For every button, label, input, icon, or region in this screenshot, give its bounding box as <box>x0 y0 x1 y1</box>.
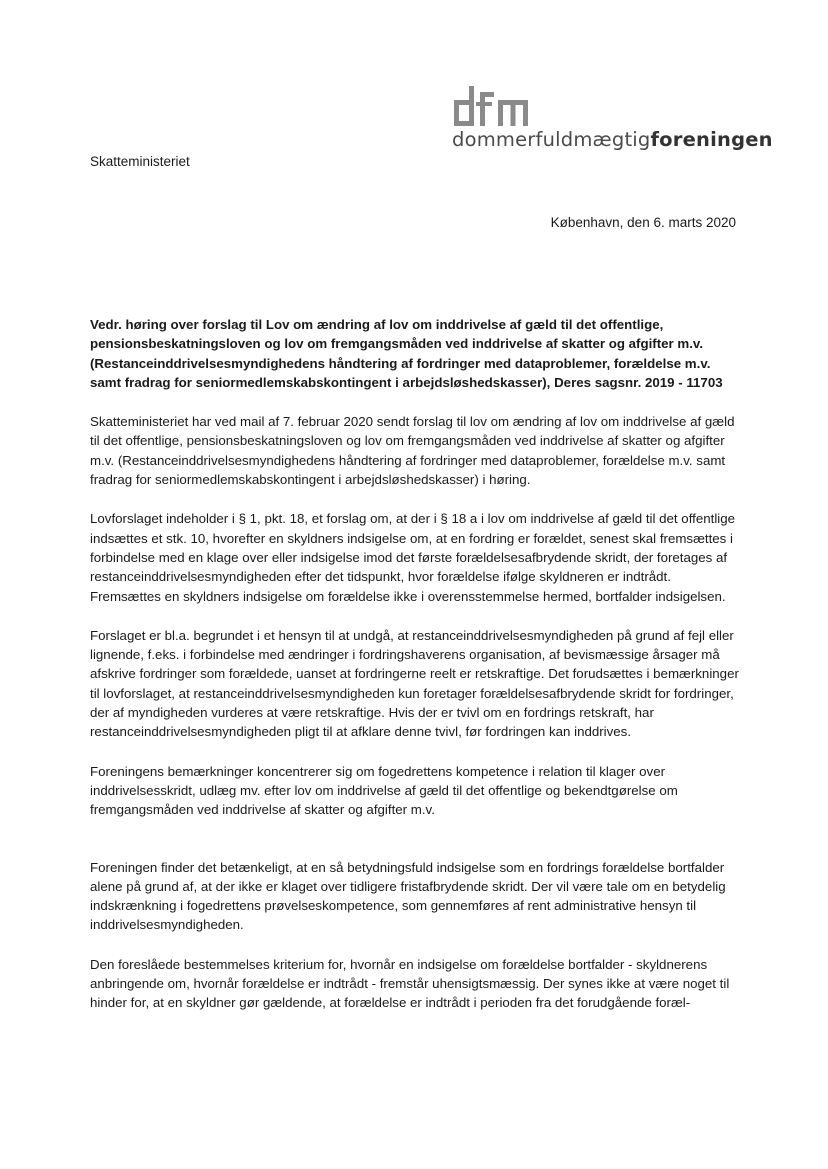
recipient: Skatteministeriet <box>90 154 190 169</box>
letter-body <box>90 315 740 1033</box>
date-line: København, den 6. marts 2020 <box>550 215 736 230</box>
subject-heading: Vedr. høring over forslag til Lov om ændring af lov om inddrivelse af gæld til det offentlige, pensionsbeskatningsloven og lov om fremgangsmåden ved inddrivelse af skatter og afgifter m.v. (Restanceinddrivelsesmyndighedens håndtering af fordringer med dataproblemer, forældelse m.v. samt fradrag for seniormedlemskabskontingent i arbejdsløshedskasser), Deres sagsnr. 2019 - 11703 <box>90 317 723 390</box>
organization-logo <box>452 84 773 154</box>
body-paragraph: Skatteministeriet har ved mail af 7. februar 2020 sendt forslag til lov om ændring af lov om inddrivelse af gæld til det offentlige, pensionsbeskatningsloven og lov om fremgangsmåden ved inddrivelse af skatter og afgifter m.v. (Restanceinddrivelsesmyndighedens håndtering af fordringer med dataproblemer, forældelse m.v. samt fradrag for seniormedlemskabskontingent i arbejdsløshedskasser) i høring. <box>90 414 735 488</box>
logo-text-bold: foreningen <box>650 128 773 151</box>
body-paragraph: Forslaget er bl.a. begrundet i et hensyn til at undgå, at restanceinddrivelsesmyndigheden på grund af fejl eller lignende, f.eks. i forbindelse med ændringer i fordringshaverens organisation, af bevismæssige årsager må afskrive fordringer som forældede, uanset at fordringerne reelt er retskraftige. Det forudsættes i bemærkninger til lovforslaget, at restanceinddrivelsesmyndigheden kun foretager forældelsesafbrydende skridt for fordringer, der af myndigheden vurderes at være retskraftige. Hvis der er tvivl om en fordrings retskraft, har restanceinddrivelsesmyndigheden pligt til at afklare denne tvivl, før fordringen kan inddrives. <box>90 627 739 740</box>
dfm-logo-mark-icon <box>452 84 532 128</box>
body-paragraph: Den foreslåede bestemmelses kriterium for, hvornår en indsigelse om forældelse bortfalder - skyldnerens anbringende om, hvornår forældelse er indtrådt - fremstår uhensigtsmæssig. Der synes ikke at være noget til hinder for, at en skyldner gør gældende, at forældelse er indtrådt i perioden fra det forudgående foræl- <box>90 956 730 1011</box>
body-paragraph: Foreningens bemærkninger koncentrerer sig om fogedrettens kompetence i relation til klager over inddrivelsesskridt, udlæg mv. efter lov om inddrivelse af gæld til det offentlige og bekendtgørelse om fremgangsmåden ved inddrivelse af skatter og afgifter m.v. <box>90 763 678 818</box>
logo-wordmark <box>452 128 773 151</box>
body-paragraph: Lovforslaget indeholder i § 1, pkt. 18, et forslag om, at der i § 18 a i lov om inddrivelse af gæld til det offentlige indsættes et stk. 10, hvorefter en skyldners indsigelse om, at en fordring er forældet, senest skal fremsættes i forbindelse med en klage over eller indsigelse imod det første forældelsesafbrydende skridt, der foretages af restanceinddrivelsesmyndigheden efter det tidspunkt, hvor forældelse ifølge skyldneren er indtrådt. Fremsættes en skyldners indsigelse om forældelse ikke i overensstemmelse hermed, bortfalder indsigelsen. <box>90 511 736 604</box>
body-paragraph: Foreningen finder det betænkeligt, at en så betydningsfuld indsigelse som en fordrings forældelse bortfalder alene på grund af, at der ikke er klaget over tidligere fristafbrydende skridt. Der vil være tale om en betydelig indskrænkning i fogedrettens prøvelseskompetence, som gennemføres af rent administrative hensyn til inddrivelsesmyndigheden. <box>90 859 726 933</box>
logo-text-regular: dommerfuldmægtig <box>452 128 651 151</box>
